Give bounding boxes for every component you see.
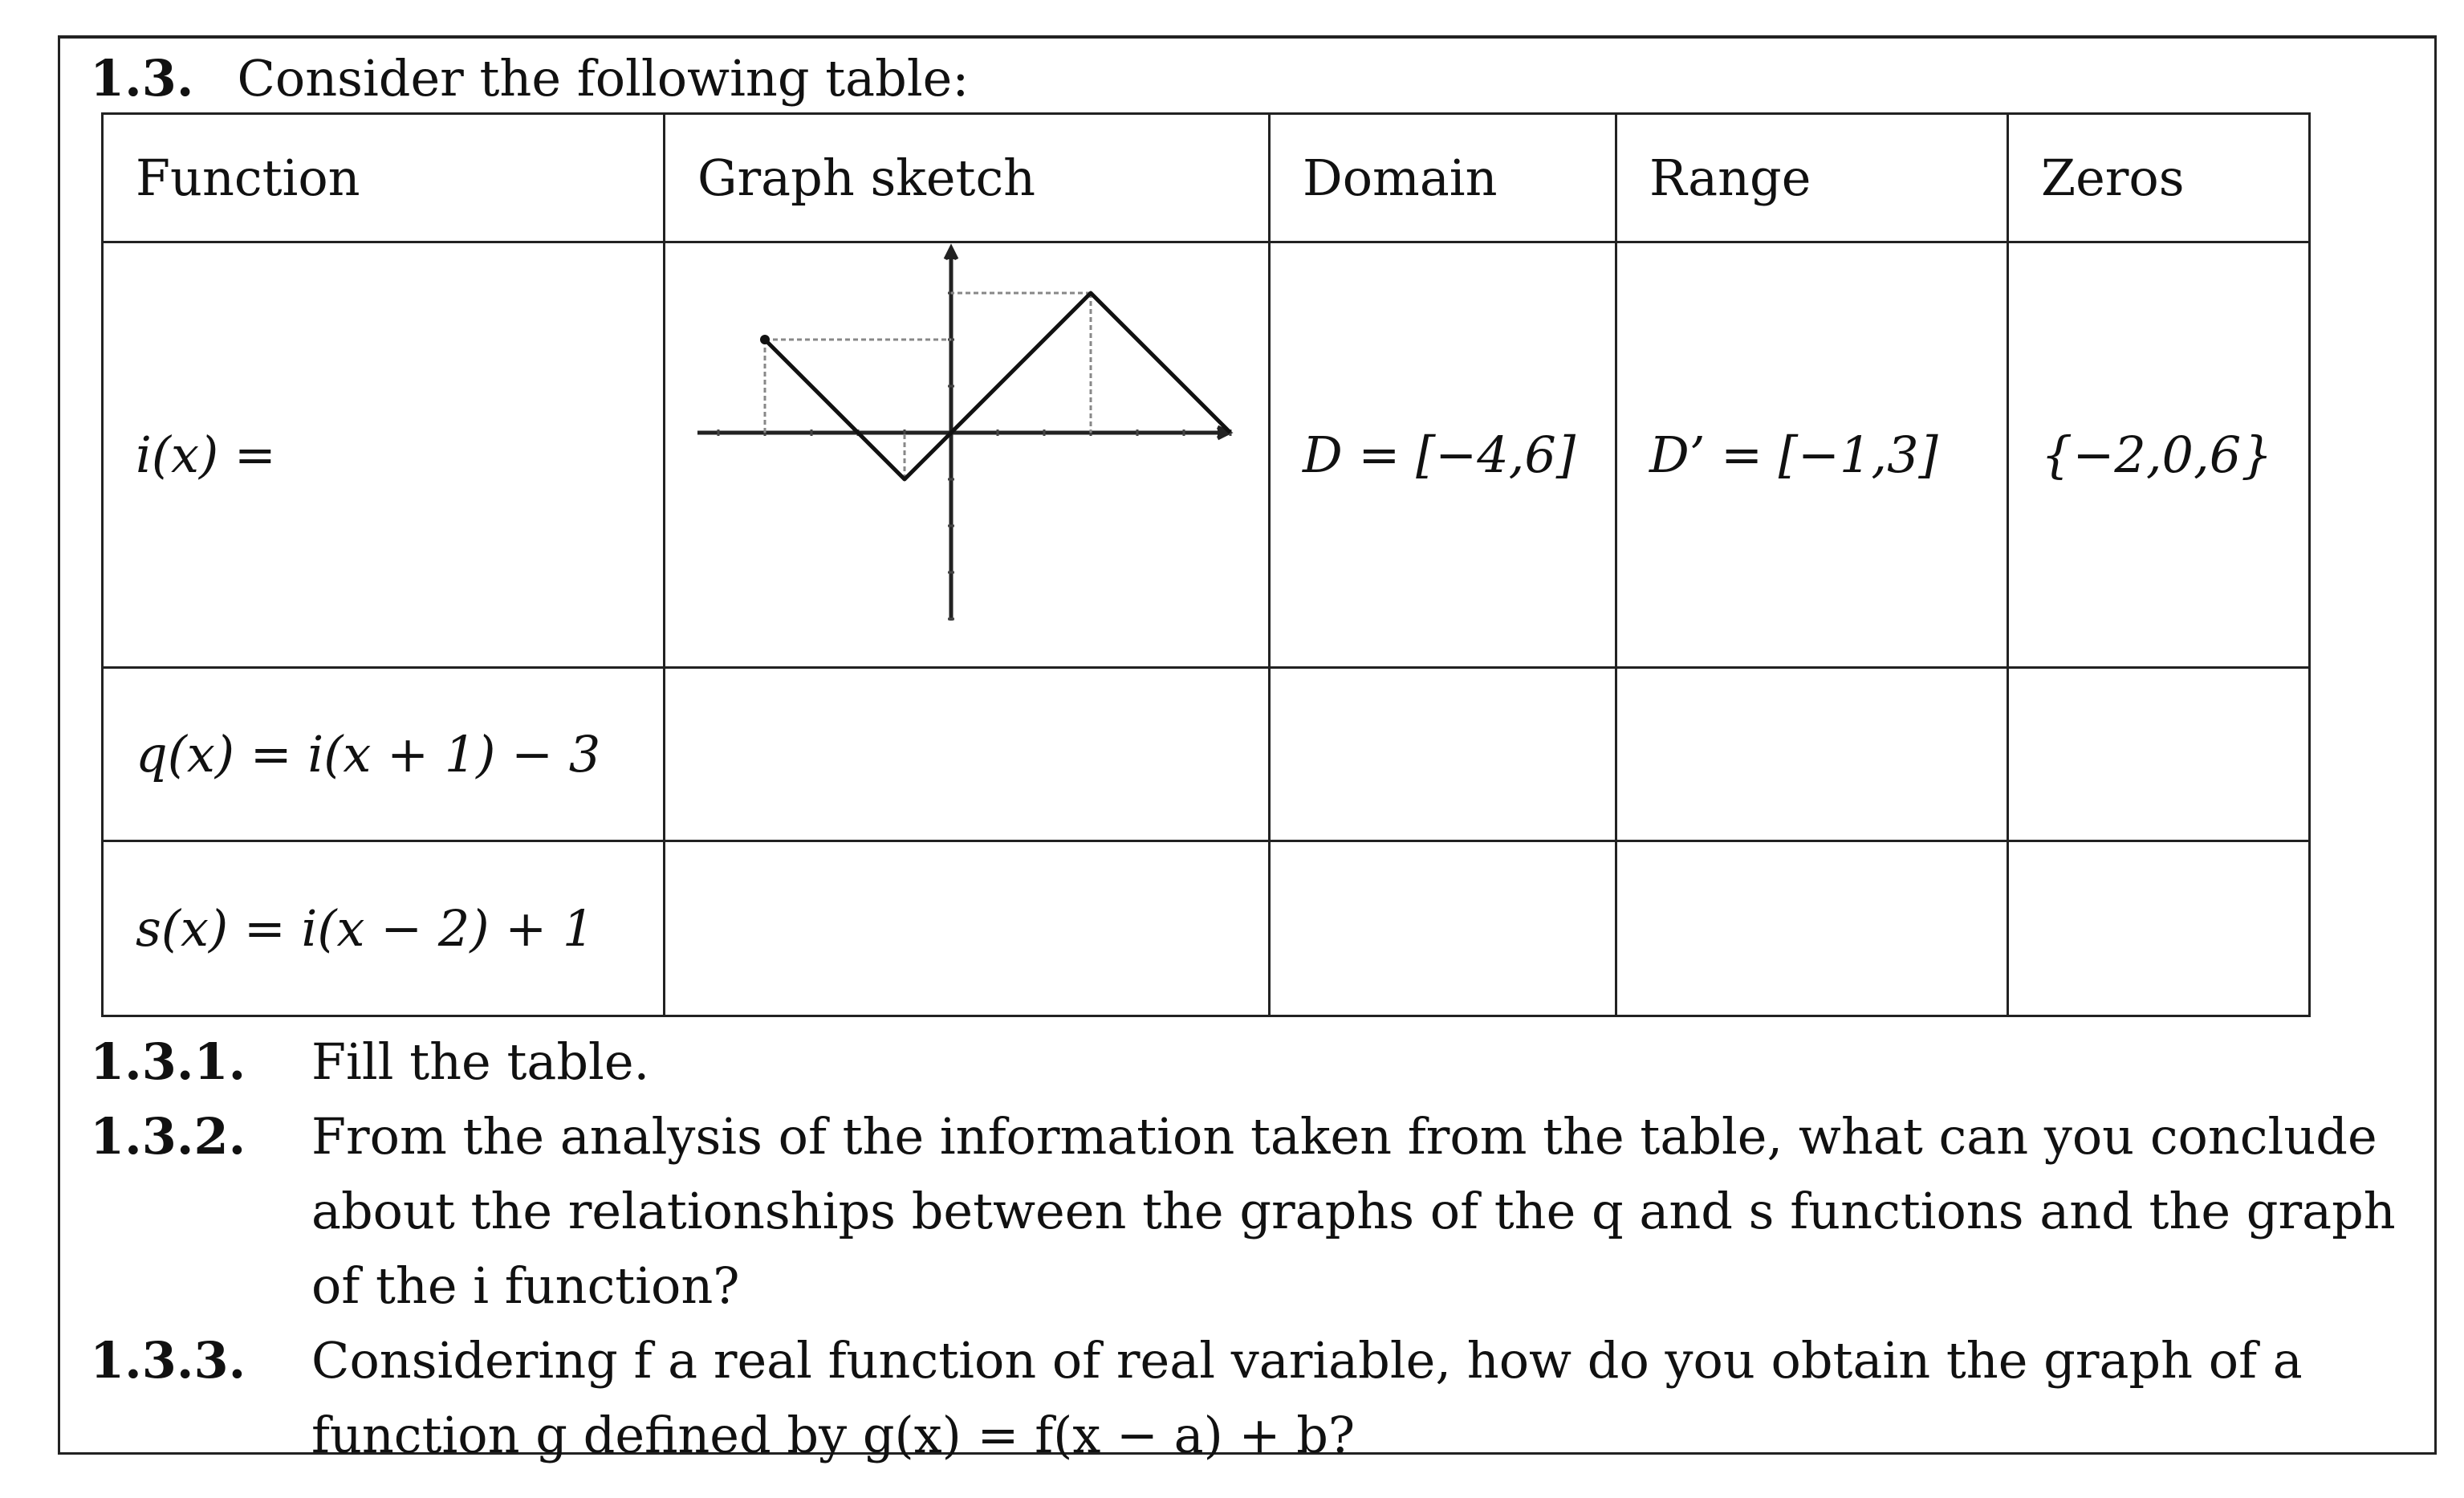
zeros-i-cell: {−2,0,6}	[2008, 242, 2310, 668]
function-i-cell: i(x) =	[103, 242, 665, 668]
header-graph-sketch: Graph sketch	[665, 114, 1270, 242]
table-row	[103, 841, 2310, 1016]
range-i-cell: D’ = [−1,3]	[1616, 242, 2008, 668]
graph-sketch	[697, 243, 1243, 661]
question-number: 1.3.1.	[90, 1032, 246, 1091]
function-table	[101, 112, 2311, 1017]
question-text: From the analysis of the information taken from the table, what can you conclude about the relationships between the graphs of the q and s functions and the graph of the i function?	[311, 1107, 2396, 1315]
section-number: 1.3.	[90, 49, 194, 108]
range-q-cell[interactable]	[1616, 668, 2008, 841]
section-title: Consider the following table:	[237, 49, 970, 108]
header-range: Range	[1616, 114, 2008, 242]
graph-polyline	[765, 293, 1230, 479]
question-list	[90, 1024, 2417, 1472]
question-number: 1.3.3.	[90, 1331, 246, 1390]
function-q-cell: q(x) = i(x + 1) − 3	[103, 668, 665, 841]
zeros-s-cell[interactable]	[2008, 841, 2310, 1016]
question-text: Fill the table.	[311, 1032, 650, 1091]
graph-s-cell[interactable]	[665, 841, 1270, 1016]
zeros-q-cell[interactable]	[2008, 668, 2310, 841]
question-1	[90, 1024, 2417, 1099]
function-s-cell: s(x) = i(x − 2) + 1	[103, 841, 665, 1016]
graph-sketch-cell	[665, 242, 1270, 668]
table-header-row	[103, 114, 2310, 242]
graph-endpoint	[760, 335, 770, 344]
header-zeros: Zeros	[2008, 114, 2310, 242]
range-s-cell[interactable]	[1616, 841, 2008, 1016]
question-3	[90, 1323, 2417, 1472]
question-2	[90, 1099, 2417, 1323]
section-heading	[90, 47, 969, 111]
domain-s-cell[interactable]	[1270, 841, 1616, 1016]
table-row	[103, 242, 2310, 668]
table-row	[103, 668, 2310, 841]
question-number: 1.3.2.	[90, 1107, 246, 1166]
question-text: Considering f a real function of real variable, how do you obtain the graph of a function g defined by g(x) = f(x − a) + b?	[311, 1331, 2303, 1464]
domain-i-cell: D = [−4,6]	[1270, 242, 1616, 668]
y-axis-arrow	[945, 248, 957, 259]
header-function: Function	[103, 114, 665, 242]
domain-q-cell[interactable]	[1270, 668, 1616, 841]
header-domain: Domain	[1270, 114, 1616, 242]
graph-q-cell[interactable]	[665, 668, 1270, 841]
